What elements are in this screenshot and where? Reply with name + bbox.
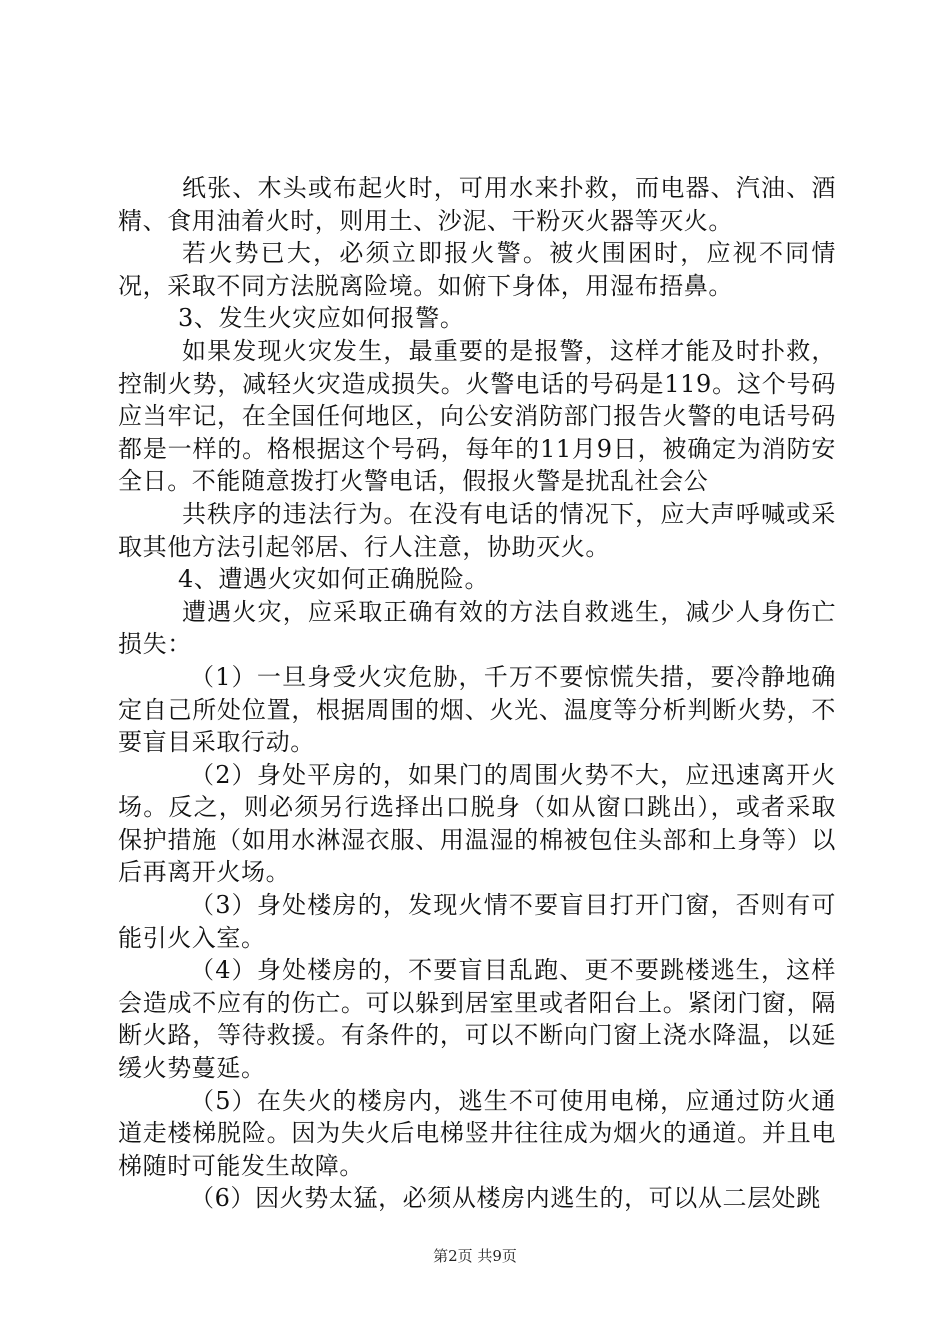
- list-item-1: （1）一旦身受火灾危胁，千万不要惊慌失措，要冷静地确定自己所处位置，根据周围的烟、火光、温度等分析判断火势，不要盲目采取行动。: [118, 662, 836, 757]
- document-body: [118, 172, 836, 1215]
- list-item-2: （2）身处平房的，如果门的周围火势不大，应迅速离开火场。反之，则必须另行选择出口脱身（如从窗口跳出），或者采取保护措施（如用水淋湿衣服、用温湿的棉被包住头部和上身等）以后再离开火场。: [118, 760, 836, 887]
- page-number-label: 第2页 共9页: [433, 1247, 517, 1265]
- list-item-6: （6）因火势太猛，必须从楼房内逃生的，可以从二层处跳: [190, 1184, 821, 1213]
- paragraph-1: 纸张、木头或布起火时，可用水来扑救，而电器、汽油、酒精、食用油着火时，则用土、沙泥、干粉灭火器等灭火。: [118, 174, 836, 235]
- paragraph-5: 共秩序的违法行为。在没有电话的情况下，应大声呼喊或采取其他方法引起邻居、行人注意，协助灭火。: [118, 499, 836, 561]
- section-heading-3: 3、发生火灾应如何报警。: [178, 304, 465, 333]
- paragraph-2: 若火势已大，必须立即报火警。被火围困时，应视不同情况，采取不同方法脱离险境。如俯下身体，用湿布捂鼻。: [118, 239, 836, 300]
- list-item-5: （5）在失火的楼房内，逃生不可使用电梯，应通过防火通道走楼梯脱险。因为失火后电梯竖井往往成为烟火的通道。并且电梯随时可能发生故障。: [118, 1086, 836, 1180]
- list-item-4: （4）身处楼房的，不要盲目乱跑、更不要跳楼逃生，这样会造成不应有的伤亡。可以躲到居室里或者阳台上。紧闭门窗，隔断火路，等待救援。有条件的，可以不断向门窗上浇水降温，以延缓火势蔓延。: [118, 956, 836, 1083]
- list-item-3: （3）身处楼房的，发现火情不要盲目打开门窗，否则有可能引火入室。: [118, 891, 836, 952]
- paragraph-4: 如果发现火灾发生，最重要的是报警，这样才能及时扑救，控制火势，减轻火灾造成损失。火警电话的号码是119。这个号码应当牢记，在全国任何地区，向公安消防部门报告火警的电话号码都是一样的。格根据这个号码，每年的11月9日，被确定为消防安全日。不能随意拨打火警电话，假报火警是扰乱社会公: [118, 336, 836, 496]
- paragraph-7: 遭遇火灾，应采取正确有效的方法自救逃生，减少人身伤亡损失：: [118, 597, 836, 659]
- section-heading-4: 4、遭遇火灾如何正确脱险。: [178, 565, 490, 594]
- page-footer: [0, 1245, 950, 1266]
